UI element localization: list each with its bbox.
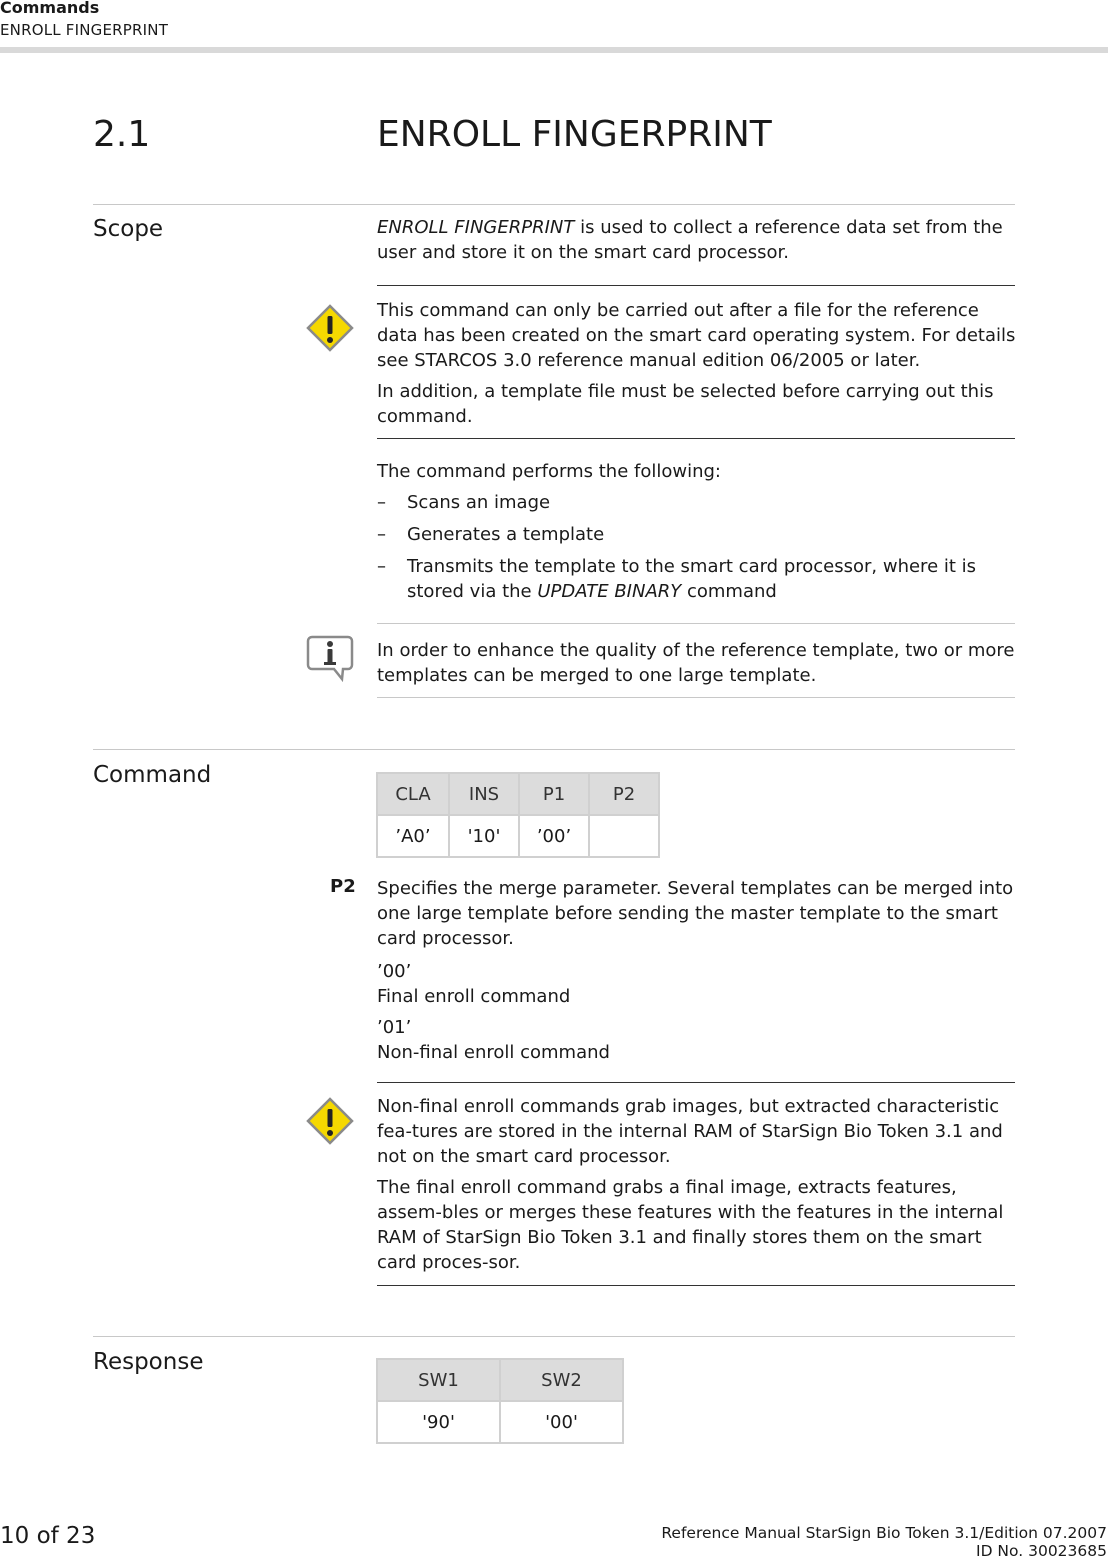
performs-intro: The command performs the following: — [377, 461, 721, 482]
scope-label: Scope — [93, 216, 164, 242]
table-header-sw1: SW1 — [377, 1359, 500, 1401]
table-cell-p1: ’00’ — [519, 815, 589, 857]
table-header-ins: INS — [449, 773, 519, 815]
info-icon — [305, 632, 355, 682]
table-header-p1: P1 — [519, 773, 589, 815]
page-number: 10 of 23 — [0, 1523, 96, 1549]
page-title: ENROLL FINGERPRINT — [377, 114, 772, 155]
list-item: – Generates a template — [377, 524, 605, 545]
footer-document-id: ID No. 30023685 — [976, 1542, 1107, 1560]
info-bottom-rule — [377, 697, 1015, 698]
command-apdu-table — [376, 772, 660, 858]
running-header-chapter: Commands — [0, 0, 100, 17]
option-nonfinal-text: Non-final enroll command — [377, 1042, 610, 1063]
running-header-section: ENROLL FINGERPRINT — [0, 21, 169, 39]
command-divider — [93, 749, 1015, 750]
table-cell-sw2: '00' — [500, 1401, 623, 1443]
table-header-cla: CLA — [377, 773, 449, 815]
table-cell-ins: '10' — [449, 815, 519, 857]
warning2-top-rule — [377, 1082, 1015, 1083]
warning1-top-rule — [377, 285, 1015, 286]
p2-description: Specifies the merge parameter. Several templates can be merged into one large template before sending the master template to the smart card processor. ’00’ Final enroll command ’01’ Non-final enroll command — [377, 876, 1017, 1065]
header-divider — [0, 47, 1108, 53]
warning2-paragraph-2: The final enroll command grabs a final image, extracts features, assem-bles or merges these features with the features in the internal RAM of StarSign Bio Token 3.1 and finally stores them on the smart card proces-sor. — [377, 1177, 1004, 1273]
p2-label: P2 — [330, 876, 356, 897]
warning2-bottom-rule — [377, 1285, 1015, 1286]
list-item: – Scans an image — [377, 492, 551, 513]
response-label: Response — [93, 1349, 204, 1375]
intro-command-name: ENROLL FINGERPRINT — [377, 217, 575, 238]
command-label: Command — [93, 762, 212, 788]
steps-list — [377, 490, 1017, 611]
response-divider — [93, 1336, 1015, 1337]
warning2-text — [377, 1094, 1017, 1275]
info-top-rule — [377, 623, 1015, 624]
info-text: In order to enhance the quality of the reference template, two or more templates can be merged to one large template. — [377, 640, 1015, 686]
table-header-p2: P2 — [589, 773, 659, 815]
warning2-paragraph-1: Non-final enroll commands grab images, but extracted characteristic fea-tures are stored in the internal RAM of StarSign Bio Token 3.1 and not on the smart card processor. — [377, 1096, 1003, 1167]
table-cell-cla: ’A0’ — [377, 815, 449, 857]
section-number: 2.1 — [93, 114, 151, 155]
warning1-paragraph-2: In addition, a template file must be selected before carrying out this command. — [377, 381, 994, 427]
intro-text: is used to collect a reference data set from the user and store it on the smart card processor. — [377, 217, 1003, 263]
table-header-sw2: SW2 — [500, 1359, 623, 1401]
warning1-paragraph-1: This command can only be carried out after a file for the reference data has been created on the smart card operating system. For details see STARCOS 3.0 reference manual edition 06/2005 or later. — [377, 300, 1016, 371]
option-final-text: Final enroll command — [377, 986, 571, 1007]
option-nonfinal-code: ’01’ — [377, 1017, 412, 1038]
warning-icon — [305, 303, 355, 353]
warning1-bottom-rule — [377, 438, 1015, 439]
warning1-text — [377, 298, 1017, 429]
response-status-table — [376, 1358, 624, 1444]
scope-intro — [377, 215, 1017, 265]
warning-icon — [305, 1096, 355, 1146]
scope-divider — [93, 204, 1015, 205]
option-final-code: ’00’ — [377, 961, 412, 982]
list-item: – Transmits the template to the smart card processor, where it is stored via the UPDATE BINARY command — [377, 556, 977, 602]
table-cell-sw1: '90' — [377, 1401, 500, 1443]
table-cell-p2 — [589, 815, 659, 857]
footer-manual-title: Reference Manual StarSign Bio Token 3.1/Edition 07.2007 — [661, 1524, 1107, 1542]
